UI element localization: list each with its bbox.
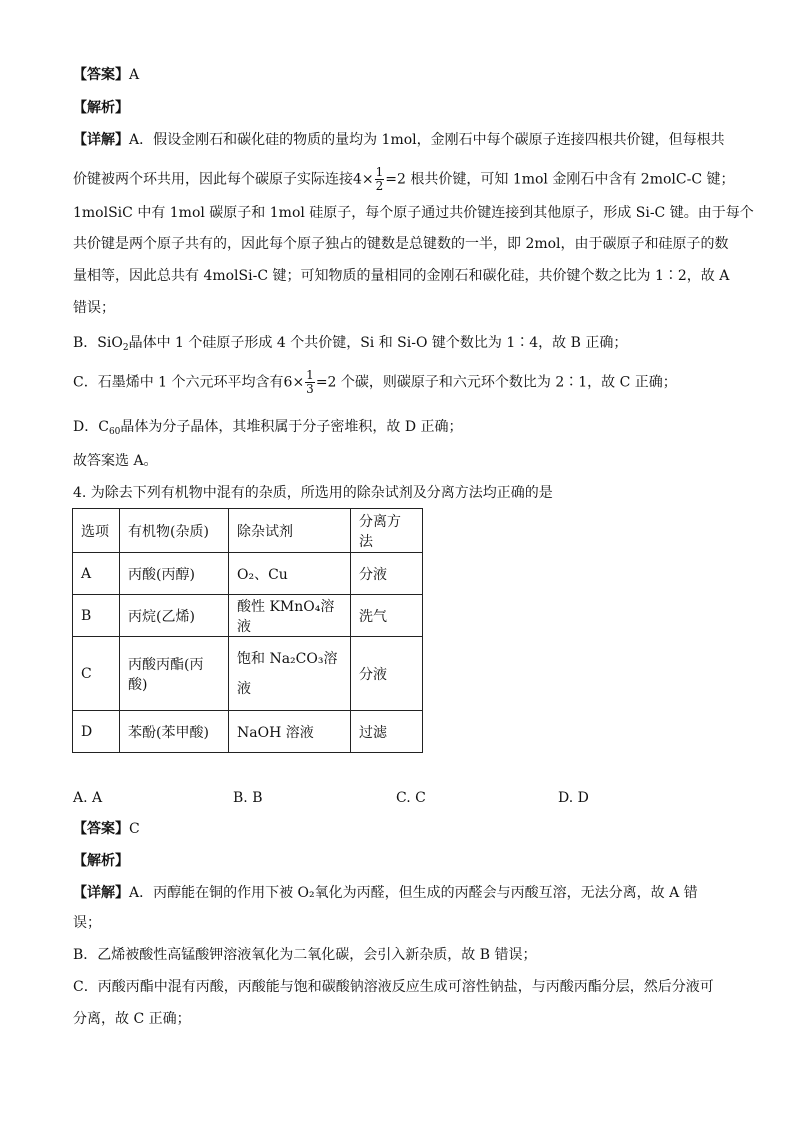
table-cell: NaOH 溶液 — [229, 711, 351, 753]
q3-detail-a-line1 — [73, 131, 725, 149]
q3-a-multiplier: 4× — [353, 171, 374, 188]
header-cell: 分离方法 — [351, 509, 423, 553]
answer-tag: 【答案】 — [73, 821, 129, 837]
table-cell: B — [73, 595, 120, 637]
table-cell: 饱和 Na₂CO₃溶液 — [229, 637, 351, 711]
table-cell: 过滤 — [351, 711, 423, 753]
table-cell: 洗气 — [351, 595, 423, 637]
q4-c-text-2: 分离，故 C 正确； — [73, 1011, 191, 1027]
table-cell: O₂、Cu — [229, 553, 351, 595]
q3-a-text-3: =2 根共价键，可知 1mol 金刚石中含有 2molC-C 键； — [385, 171, 735, 188]
answer-tag: 【答案】 — [73, 67, 129, 83]
conclusion-text: 故答案选 A。 — [73, 453, 158, 469]
q3-c-text-2: =2 个碳，则碳原子和六元环个数比为 2∶1，故 C 正确； — [315, 374, 677, 391]
table-cell: 苯酚(苯甲酸) — [120, 711, 229, 753]
table-cell: 丙酸丙酯(丙酸) — [120, 637, 229, 711]
choice-b: B. B — [233, 790, 263, 806]
q3-b-text: 晶体中 1 个硅原子形成 4 个共价键，Si 和 Si-O 键个数比为 1∶4，故 B 正确； — [128, 335, 628, 351]
q4-detail-b-line — [73, 946, 536, 964]
q3-c-multiplier: 6× — [283, 374, 305, 391]
detail-tag: 【详解】 — [73, 885, 129, 901]
q4-analysis-line — [73, 852, 129, 870]
q3-a-text-5: 共价键是两个原子共有的，因此每个原子独占的键数是总键数的一半，即 2mol，由于碳原子和硅原子的数 — [73, 236, 729, 252]
table-row — [73, 711, 423, 753]
choice-a: A. A — [73, 790, 103, 806]
q3-analysis-line — [73, 99, 129, 117]
table-header-row — [73, 509, 423, 553]
header-cell: 除杂试剂 — [229, 509, 351, 553]
table-cell: D — [73, 711, 120, 753]
table-cell: A — [73, 553, 120, 595]
table-row — [73, 637, 423, 711]
q4-a-text-2: 误； — [73, 915, 101, 931]
table-cell: 酸性 KMnO₄溶液 — [229, 595, 351, 637]
fraction-one-half — [375, 166, 385, 193]
fraction-denominator: 3 — [306, 382, 314, 396]
q3-a-text-7: 错误； — [73, 300, 115, 316]
q3-detail-a-line2 — [73, 166, 735, 193]
answer-value: A — [129, 67, 140, 83]
table-row — [73, 595, 423, 637]
q4-detail-c-line1 — [73, 978, 714, 996]
analysis-tag: 【解析】 — [73, 100, 129, 116]
q4-options-table — [72, 508, 423, 753]
q3-a-text: A．假设金刚石和碳化硅的物质的量均为 1mol，金刚石中每个碳原子连接四根共价键，但每根共 — [129, 132, 725, 148]
header-cell: 选项 — [73, 509, 120, 553]
table-cell: 丙烷(乙烯) — [120, 595, 229, 637]
choice-c: C. C — [396, 790, 426, 806]
q3-detail-b-line — [73, 334, 627, 357]
fraction-denominator: 2 — [375, 179, 384, 193]
c60-subscript: 60 — [108, 427, 121, 437]
sio2-subscript: 2 — [122, 343, 129, 353]
q4-b-text: B．乙烯被酸性高锰酸钾溶液氧化为二氧化碳，会引入新杂质，故 B 错误； — [73, 947, 537, 963]
table-cell: 分液 — [351, 637, 423, 711]
q4-stem — [73, 484, 553, 502]
header-cell: 有机物(杂质) — [120, 509, 229, 553]
q3-detail-a-line4 — [73, 235, 729, 253]
fraction-numerator: 1 — [306, 368, 314, 382]
q3-a-text-2: 价键被两个环共用，因此每个碳原子实际连接 — [73, 171, 353, 188]
answer-value: C — [129, 821, 140, 837]
detail-tag: 【详解】 — [73, 132, 129, 148]
analysis-tag: 【解析】 — [73, 853, 129, 869]
q4-answer-line — [73, 820, 140, 838]
q3-a-text-4: 1molSiC 中有 1mol 碳原子和 1mol 硅原子，每个原子通过共价键连接到其他原子，形成 Si-C 键。由于每个 — [73, 205, 754, 221]
q4-detail-a-line2 — [73, 914, 101, 932]
q3-detail-c-line — [73, 369, 677, 396]
q3-detail-a-line6 — [73, 299, 115, 317]
q4-detail-c-line2 — [73, 1010, 191, 1028]
sio2-formula: SiO — [97, 335, 123, 351]
q3-d-text: 晶体为分子晶体，其堆积属于分子密堆积，故 D 正确； — [120, 419, 463, 435]
table-cell: 分液 — [351, 553, 423, 595]
q4-a-text: A．丙醇能在铜的作用下被 O₂氧化为丙醛，但生成的丙醛会与丙酸互溶，无法分离，故 A 错 — [129, 885, 698, 901]
q3-answer-line — [73, 66, 139, 84]
fraction-one-third — [305, 369, 315, 396]
q3-b-label: B． — [73, 335, 98, 351]
q3-conclusion — [73, 452, 158, 470]
table-cell: C — [73, 637, 120, 711]
q3-detail-a-line3 — [73, 204, 754, 222]
table-cell: 丙酸(丙醇) — [120, 553, 229, 595]
choice-d: D. D — [558, 790, 589, 806]
q3-a-text-6: 量相等，因此总共有 4molSi-C 键；可知物质的量相同的金刚石和碳化硅，共价键个数之比为 1∶2，故 A — [73, 268, 730, 284]
q4-detail-a-line1 — [73, 884, 698, 902]
table-row — [73, 553, 423, 595]
q3-detail-d-line — [73, 418, 463, 441]
c60-formula: C — [98, 419, 109, 435]
q4-c-text: C．丙酸丙酯中混有丙酸，丙酸能与饱和碳酸钠溶液反应生成可溶性钠盐，与丙酸丙酯分层，然后分液可 — [73, 979, 714, 995]
q3-d-label: D． — [73, 419, 99, 435]
q4-stem-text: 4. 为除去下列有机物中混有的杂质，所选用的除杂试剂及分离方法均正确的是 — [73, 485, 553, 501]
q3-detail-a-line5 — [73, 267, 729, 285]
q3-c-text: C．石墨烯中 1 个六元环平均含有 — [73, 374, 284, 391]
fraction-numerator: 1 — [375, 165, 384, 179]
